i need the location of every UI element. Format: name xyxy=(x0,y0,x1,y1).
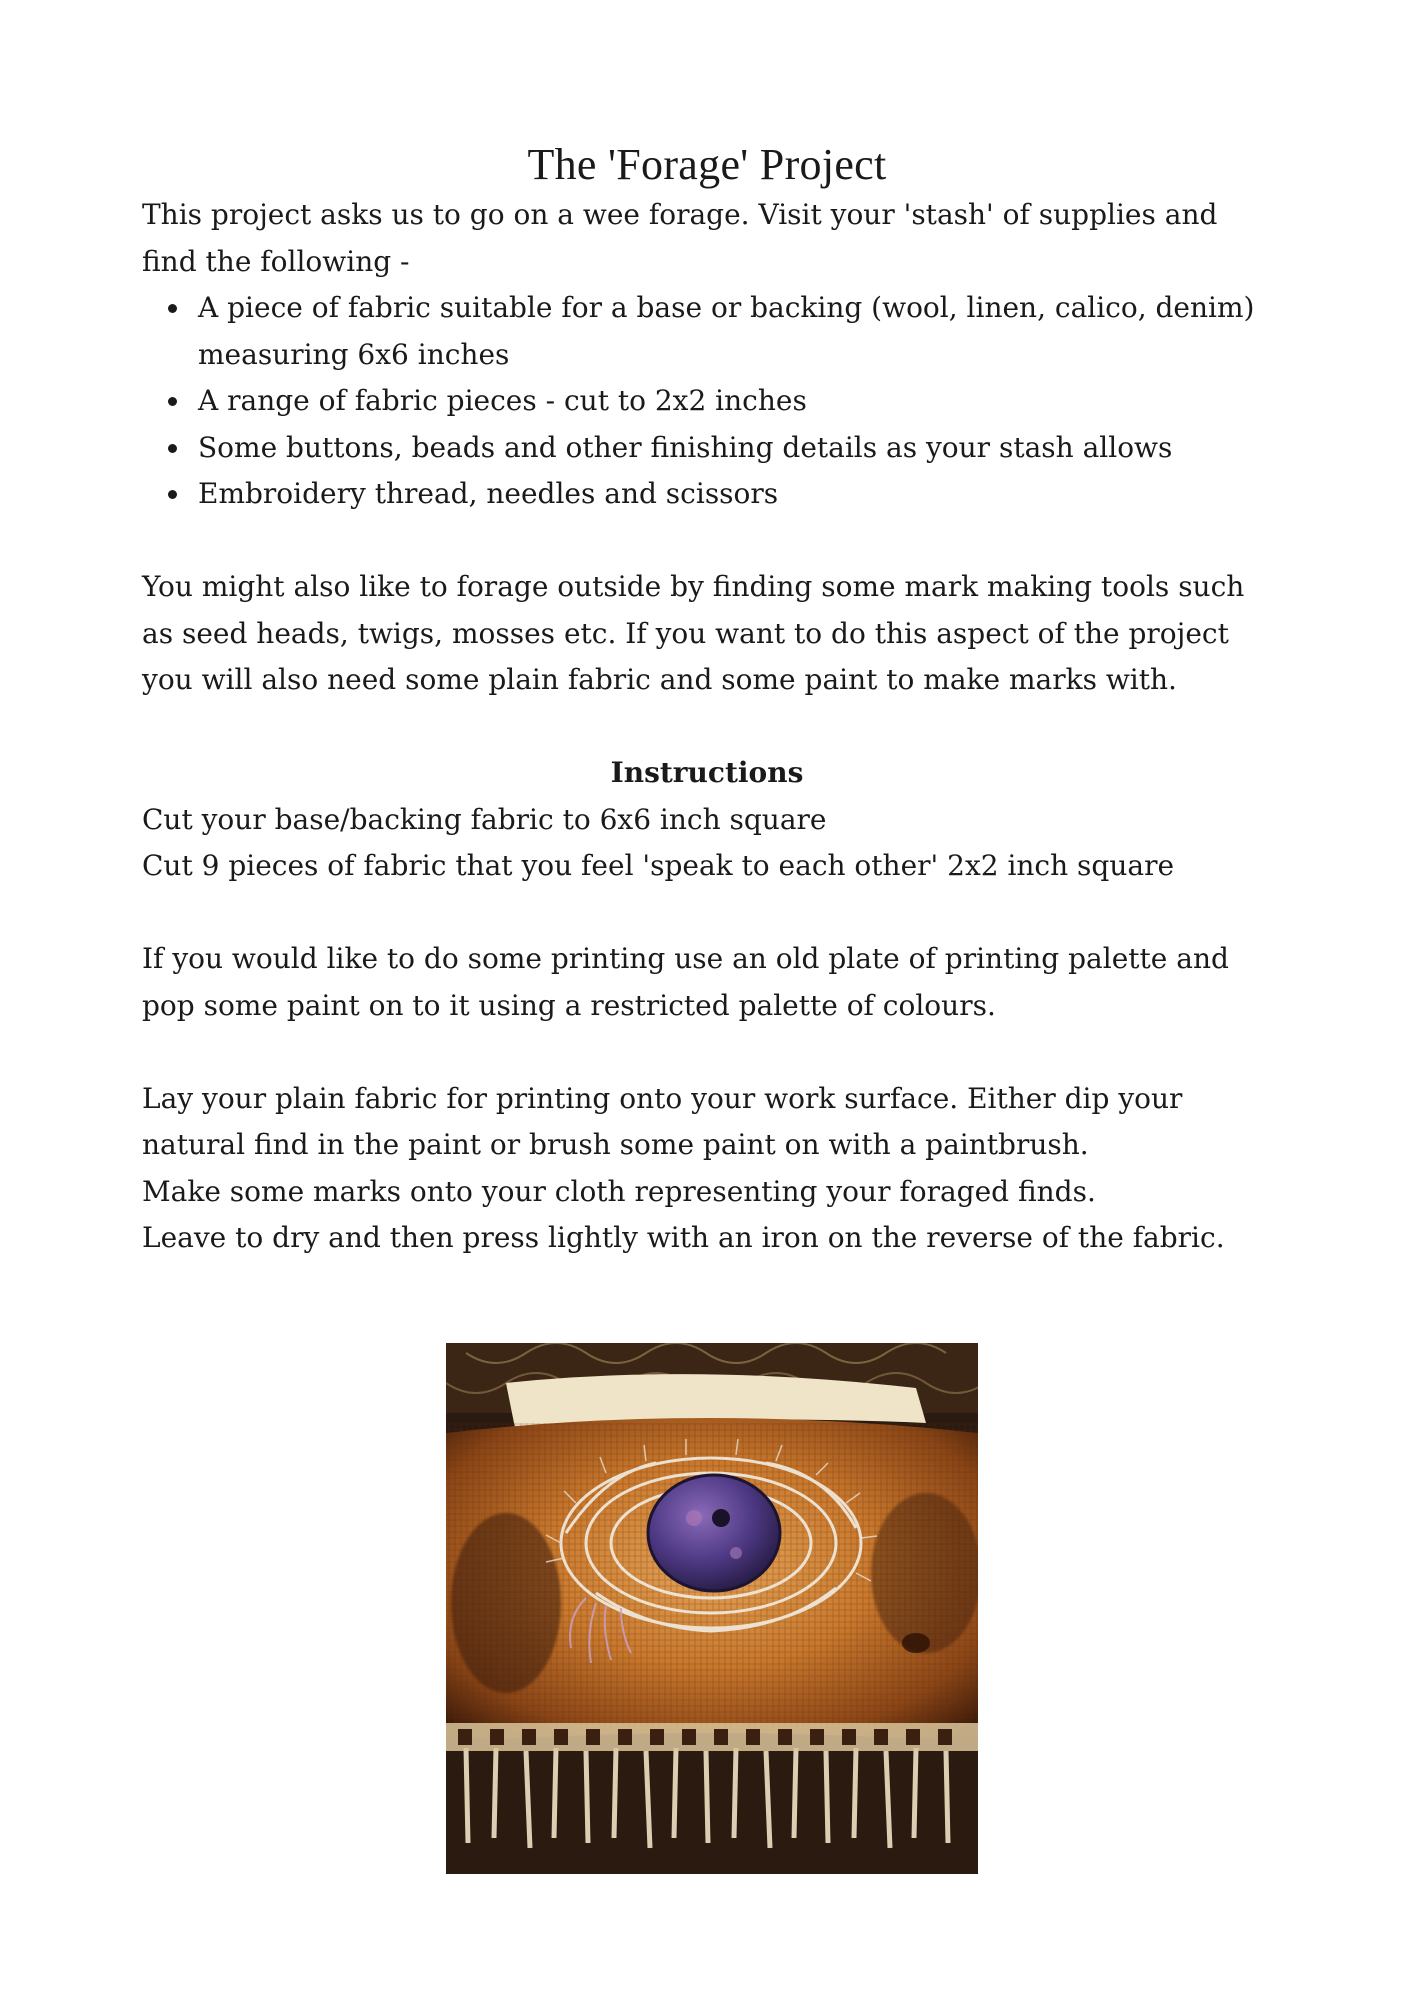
instructions-heading: Instructions xyxy=(610,756,804,789)
list-item: A piece of fabric suitable for a base or backing (wool, linen, calico, denim) measuring 6x6 inches xyxy=(198,285,1272,378)
spacer xyxy=(142,1029,1272,1076)
instruction-line: Leave to dry and then press lightly with an iron on the reverse of the fabric. xyxy=(142,1221,1225,1254)
textile-photo xyxy=(446,1343,978,1874)
list-item: A range of fabric pieces - cut to 2x2 inches xyxy=(198,378,1272,425)
printing-paragraph: If you would like to do some printing use an old plate of printing palette and pop some paint on to it using a restricted palette of colours. xyxy=(142,942,1229,1022)
list-item: Embroidery thread, needles and scissors xyxy=(198,471,1272,518)
instruction-line: Make some marks onto your cloth representing your foraged finds. xyxy=(142,1174,1096,1208)
intro-paragraph: This project asks us to go on a wee forage. Visit your 'stash' of supplies and find the following - xyxy=(142,198,1218,278)
textile-photo-art xyxy=(446,1343,978,1874)
spacer xyxy=(142,890,1272,937)
page-title: The 'Forage' Project xyxy=(527,140,887,189)
supplies-list xyxy=(142,285,1272,518)
spacer xyxy=(142,518,1272,565)
spacer xyxy=(142,704,1272,751)
instruction-line: Cut your base/backing fabric to 6x6 inch square xyxy=(142,802,827,836)
instruction-line: Lay your plain fabric for printing onto your work surface. Either dip your natural find in the paint or brush some paint on with a paintbrush. xyxy=(142,1081,1183,1161)
instruction-line: Cut 9 pieces of fabric that you feel 'speak to each other' 2x2 inch square xyxy=(142,849,1175,882)
list-item: Some buttons, beads and other finishing details as your stash allows xyxy=(198,425,1272,472)
document-page xyxy=(142,138,1272,1262)
outside-paragraph: You might also like to forage outside by finding some mark making tools such as seed heads, twigs, mosses etc. If you want to do this aspect of the project you will also need some plain fabric and some paint to make marks with. xyxy=(142,570,1245,696)
